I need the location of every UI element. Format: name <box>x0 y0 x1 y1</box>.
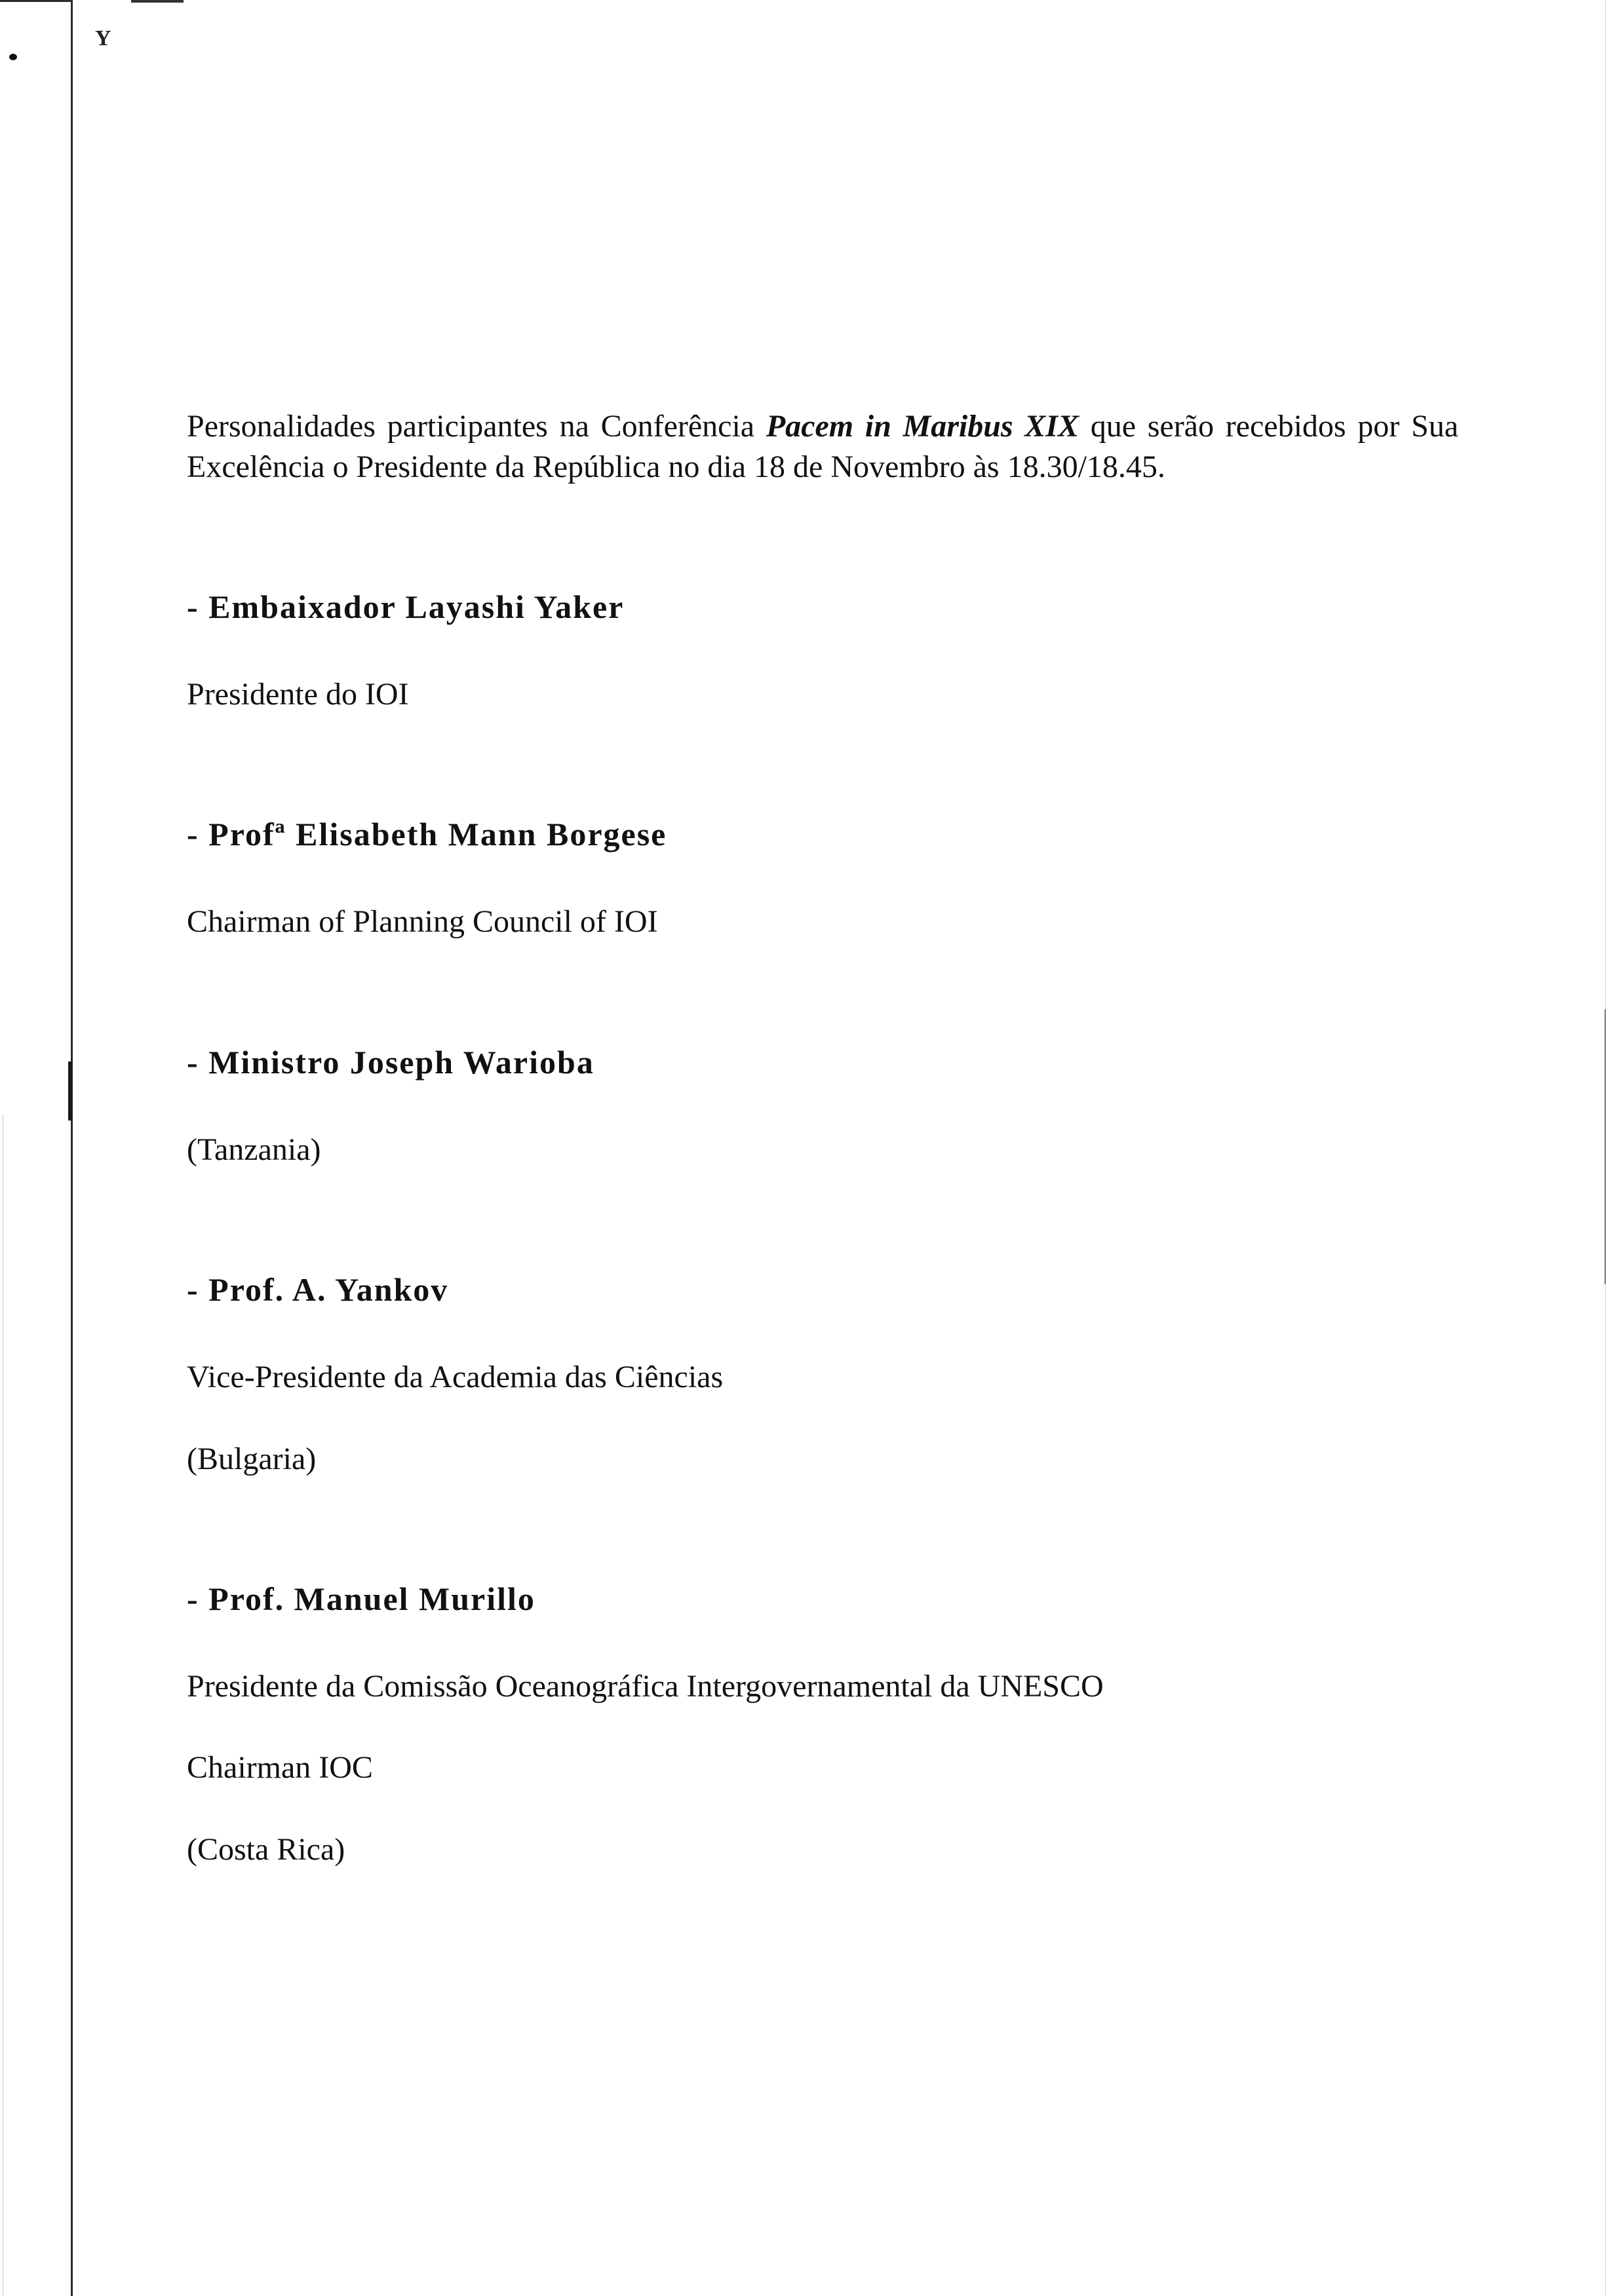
participant-name: - Embaixador Layashi Yaker <box>187 588 625 625</box>
scan-edge-top <box>0 0 72 2</box>
intro-text-after: que serão recebidos por Sua Excelência o Presidente da República no dia 18 de Novembro às 18.30/18.45. <box>187 409 1458 484</box>
participant-detail: Chairman of Planning Council of IOI <box>187 904 658 940</box>
participant-name: - Ministro Joseph Warioba <box>187 1043 594 1081</box>
participants-list <box>187 586 1458 1870</box>
participant-name: - Profª Elisabeth Mann Borgese <box>187 816 667 853</box>
scan-dot <box>9 54 17 60</box>
participant-entry <box>187 1578 1458 1870</box>
participant-country: (Costa Rica) <box>187 1831 345 1867</box>
scan-edge-left-mark <box>68 1062 72 1120</box>
participant-name: - Prof. A. Yankov <box>187 1271 449 1309</box>
participant-detail: Vice-Presidente da Academia das Ciências <box>187 1360 724 1395</box>
participant-entry <box>187 586 1458 715</box>
margin-mark: Y <box>95 26 111 50</box>
participant-entry <box>187 1269 1458 1480</box>
participant-country: (Bulgaria) <box>187 1441 317 1476</box>
document-body <box>187 406 1458 1968</box>
participant-detail: Presidente da Comissão Oceanográfica Intergovernamental da UNESCO <box>187 1668 1104 1704</box>
scan-edge-right <box>1605 1009 1606 1284</box>
scan-edge-top-mark <box>131 0 184 3</box>
participant-entry <box>187 1041 1458 1170</box>
scan-edge-left <box>71 0 73 2296</box>
participant-detail: (Tanzania) <box>187 1132 321 1167</box>
participant-name: - Prof. Manuel Murillo <box>187 1580 535 1617</box>
participant-detail: Presidente do IOI <box>187 677 409 712</box>
participant-detail: Chairman IOC <box>187 1750 373 1786</box>
conference-name: Pacem in Maribus XIX <box>766 409 1079 444</box>
participant-entry <box>187 813 1458 942</box>
intro-paragraph <box>187 406 1458 488</box>
intro-text-before: Personalidades participantes na Conferência <box>187 409 766 444</box>
